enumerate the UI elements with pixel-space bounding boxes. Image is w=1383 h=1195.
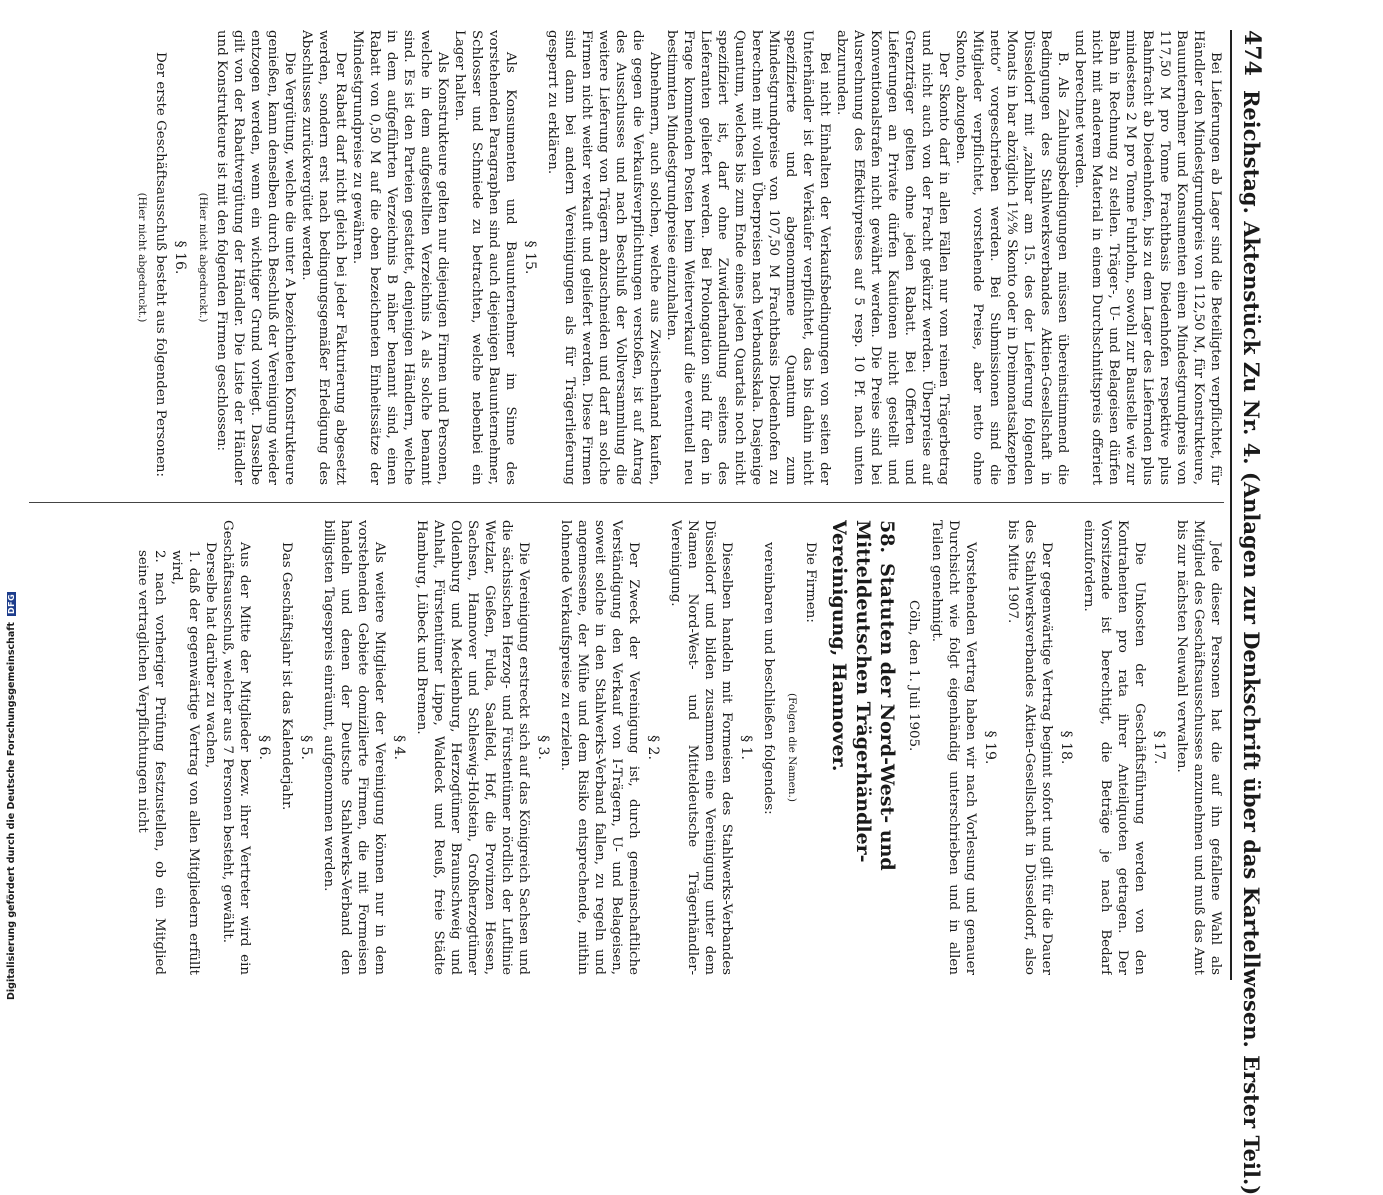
paragraph: Der Zweck der Vereinigung ist, durch gemeinschaftliche Verständigung den Verkauf von I-Trägern, U- und Belageisen, soweit solche in den Stahlwerks-Verband fallen, zu regeln und angemessene, der Mühe und dem Risiko entsprechende, mithin lohnende Verkaufspreise zu erzielen. [558,520,641,975]
paragraph: Derselbe hat darüber zu wachen, [203,542,218,769]
paragraph: Als weitere Mitglieder der Vereinigung können nur in dem vorstehenden Gebiete domizilierte Firmen, die mit Formeisen handeln und denen der Deutsche Stahlwerks-Verband den billigsten Tagespreis einräumt, aufgenommen werden. [321,520,387,975]
right-column [24,520,1224,975]
paragraph: Bei nicht Einhalten der Verkaufsbedingungen von seiten der Unterhändler ist der Verkäufer verpflichtet, das bis dahin nicht spezifizierte und abgenommene Quantum zum Mindestgrundpreise von 107,50 M Frachtbasis Diedenhofen zu berechnen mit vollen Überpreisen nach Verbandsskala. Dasjenige Quantum, welches bis zum Ende eines jeden Quartals noch nicht spezifiziert ist, darf ohne Zuwiderhandlung seitens des Lieferanten geliefert werden. Bei Prolongation sind für den in Frage kommenden Posten beim Weiterverkauf die eventuell neu bestimmten Mindestgrundpreise einzuhalten. [664,30,832,485]
section-heading: § 18. [1058,730,1074,765]
paragraph: Als Konstrukteure gelten nur diejenigen Firmen und Personen, welche in dem aufgestellten Verzeichnis A als solche benannt sind. Es ist den Parteien gestattet, denjenigen Händlern, welche in dem aufgeführten Verzeichnis B näher benannt sind, einen Rabatt von 0,50 M auf die oben bezeichneten Einheitssätze der Mindestgrundpreise zu gewähren. [350,30,450,485]
column-divider [29,502,1224,503]
section-heading: § 6. [256,735,272,760]
section-heading: § 1. [738,735,754,760]
section-heading: § 2. [645,735,661,760]
footer-text: Digitalisierung gefördert durch die Deutsche Forschungsgemeinschaft [5,622,17,1000]
paragraph: Die Vereinigung erstreckt sich auf das Königreich Sachsen und die sächsischen Herzog- und Fürstentümer nördlich der Luftlinie Wetzlar, Gießen, Fulda, Saalfeld, Hof, die Provinzen Hessen, Sachsen, Hannover und Schleswig-Holstein, Großherzogtümer Oldenburg und Mecklenburg, Herzogtümer Braunschweig und Anhalt, Fürstentümer Lippe, Waldeck und Reuß, freie Städte Hamburg, Lübeck und Bremen. [414,520,531,975]
section-heading: § 17. [1151,730,1167,765]
left-column [24,30,1224,485]
section-heading: § 19. [982,730,998,765]
section-heading: § 3. [535,735,551,760]
paragraph: B. Als Zahlungsbedingungen müssen übereinstimmend die Bedingungen des Stahlwerksverbandes Aktien-Gesellschaft in Düsseldorf mit „zahlbar am 15. des der Lieferung folgenden Monats in bar abzüglich 1½% Skonto oder in Dreimonatsakzepten netto“ vorgeschrieben werden. Bei Submissionen sind die Mitglieder verpflichtet, vorstehende Preise, aber netto ohne Skonto, abzugeben. [953,30,1070,485]
omission-note: (Folgen die Namen.) [786,693,798,802]
omission-note: (Hier nicht abgedruckt.) [197,192,209,323]
list-item: 2. nach vorheriger Prüfung festzustellen, ob ein Mitglied seine vertraglichen Verpflichtungen nicht [135,550,167,975]
paragraph: Abnehmern, auch solchen, welche aus Zwischenhand kaufen, die gegen die Verkaufsverpflichtungen verstoßen, ist auf Antrag des Ausschusses und nach Beschluß der Vollversammlung die weitere Lieferung von Trägern abzuschneiden und darf an solche Firmen nicht weiter verkauft und geliefert werden. Diese Firmen sind dann bei andern Vereinigungen als für Trägerlieferung gesperrt zu erklären. [545,30,662,485]
statute-title: Statuten der Nord-West- und Mitteldeutschen Trägerhändler-Vereinigung, Hannover. [828,520,898,871]
statute-heading [827,520,899,975]
paragraph: Der Rabatt darf nicht gleich bei jeder Fakturierung abgesetzt werden, sondern erst nach bedingungsgemäßer Erledigung des Abschlusses zurückvergütet werden. [299,30,348,485]
digitization-footer [4,0,18,1000]
section-heading: § 5. [298,735,314,760]
paragraph: Die Unkosten der Geschäftsführung werden von den Kontrahenten pro rata ihrer Anteilquoten getragen. Der Vorsitzende ist berechtigt, die Beträge je nach Bedarf einzufordern. [1081,520,1147,975]
section-heading: § 4. [391,735,407,760]
paragraph: Die Vergütung, welche die unter A bezeichneten Konstrukteure genießen, kann denselben durch Beschluß der Vereinigung wieder entzogen werden, wenn ein wichtiger Grund vorliegt. Dasselbe gilt von der Rabattvergütung der Händler. Die Liste der Händler und Konstrukteure ist mit den folgenden Firmen geschlossen: [214,30,297,485]
header-title: Reichstag. Aktenstück Zu Nr. 4. (Anlagen zur Denkschrift über das Kartellwesen. Erster Teil.) [1239,89,1265,1195]
paragraph: Bei Lieferungen ab Lager sind die Beteiligten verpflichtet, für Händler den Mindestgrundpreis von 112,50 M, für Konstrukteure, Bauunternehmer und Konsumenten einen Mindestgrundpreis von 117,50 M pro Tonne Frachtbasis Diedenhofen respektive plus Bahnfracht ab Diedenhofen, bis zu dem Lager des Liefernden plus mindestens 2 M pro Tonne Fuhrlohn, sowohl zur Baustelle wie zur Bahn in Rechnung zu stellen. Träger-, U- und Belageisen dürfen nicht mit anderem Material in einem Durchschnittspreis offeriert und berechnet werden. [1072,30,1223,485]
dfg-logo: DFG [6,593,16,615]
paragraph: Dieselben handeln mit Formeisen des Stahlwerks-Verbandes Düsseldorf und bilden zusammen eine Vereinigung unter dem Namen Nord-West- und Mitteldeutsche Trägerhändler-Vereinigung. [668,520,734,975]
paragraph: Als Konsumenten und Bauunternehmer im Sinne des vorstehenden Paragraphen sind auch diejenigen Bauunternehmer, Schlosser und Schmiede zu betrachten, welche nebenbei ein Lager halten. [452,30,518,485]
paragraph: Der Skonto darf in allen Fällen nur vom reinen Trägerbetrag und nicht auch von der Fracht gekürzt werden. Überpreise auf Grenzträger gelten ohne jeden Rabatt. Bei Offerten und Lieferungen an Private dürfen Kautionen nicht gestellt und Konventionalstrafen nicht gewährt werden. Die Preise sind bei Ausrechnung des Effektivpreises auf 5 resp. 10 Pf. nach unten abzurunden. [834,30,951,485]
paragraph: Aus der Mitte der Mitglieder bezw. ihrer Vertreter wird ein Geschäftsausschuß, welcher aus 7 Personen besteht, gewählt. [220,520,252,975]
paragraph: Die Firmen: [803,542,818,623]
paragraph: Der gegenwärtige Vertrag beginnt sofort und gilt für die Dauer des Stahlwerksverbandes Aktien-Gesellschaft in Düsseldorf, also bis Mitte 1907. [1005,520,1054,975]
header-rule [1230,30,1232,980]
section-heading: § 16. [172,240,188,275]
paragraph: Vorstehenden Vertrag haben wir nach Vorlesung und genauer Durchsicht wie folgt eigenhändig unterschrieben und in allen Teilen genehmigt. [929,520,978,975]
paragraph: Das Geschäftsjahr ist das Kalenderjahr. [279,542,294,811]
section-heading: § 15. [522,240,538,275]
paragraph: vereinbaren und beschließen folgendes: [761,542,776,815]
list-item: 1. daß der gegenwärtige Vertrag von allen Mitgliedern erfüllt wird, [169,550,201,975]
statute-number: 58. [876,520,898,554]
signature-line: Cöln, den 1. Juli 1905. [906,600,921,752]
page-header [1234,30,1270,1195]
paragraph: Jede dieser Personen hat die auf ihn gefallene Wahl als Mitglied des Geschäftsausschusses anzunehmen und muß das Amt bis zur nächsten Neuwahl verwalten. [1174,520,1223,975]
document-page [10,30,1270,1195]
paragraph: Der erste Geschäftsausschuß besteht aus folgenden Personen: [153,52,168,478]
omission-note: (Hier nicht abgedruckt.) [136,192,148,323]
page-number: 474 [1239,30,1265,76]
